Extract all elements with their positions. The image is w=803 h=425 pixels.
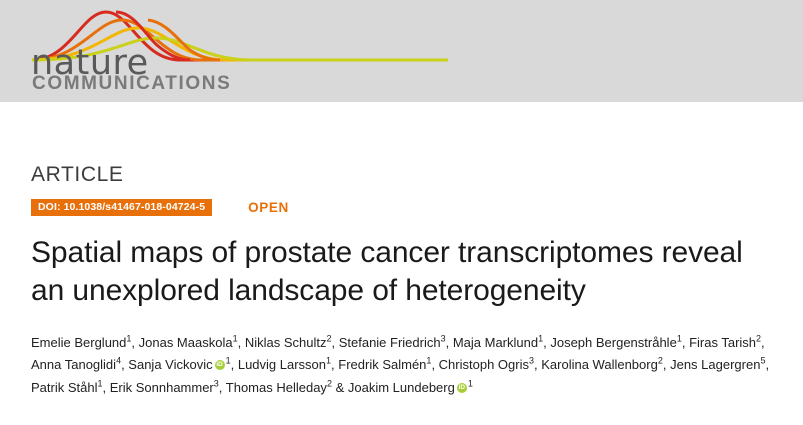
author-name[interactable]: , Niklas Schultz [237,334,327,350]
affiliation-marker: 2 [657,355,663,366]
author-name[interactable]: Emelie Berglund [31,334,127,350]
author-name[interactable]: Karolina Wallenborg [541,357,658,373]
author-list [31,332,776,399]
author-name[interactable]: , Ludvig Larsson [230,357,327,373]
affiliation-marker: 2 [326,378,332,389]
article-type-label: ARTICLE [31,163,124,186]
author-name[interactable]: Firas Tarish [689,334,757,350]
affiliation-marker: 1 [467,378,473,389]
affiliation-marker: 5 [760,355,766,366]
affiliation-marker: 1 [232,333,238,344]
doi-badge[interactable]: DOI: 10.1038/s41467-018-04724-5 [31,199,212,217]
author-name[interactable]: , Anna Tanoglidi [31,334,765,373]
author-name[interactable]: , Patrik Ståhl [31,357,770,395]
author-name[interactable]: , Maja Marklund [445,334,539,350]
affiliation-marker: 1 [225,355,231,366]
affiliation-marker: 2 [756,333,762,344]
affiliation-marker: 4 [116,355,122,366]
affiliation-marker: 1 [676,333,682,344]
author-name[interactable]: , Erik Sonnhammer [102,379,214,395]
affiliation-marker: 2 [326,333,332,344]
author-name[interactable]: , Christoph Ogris [431,357,529,373]
open-access-label: OPEN [248,200,289,215]
page-title: Spatial maps of prostate cancer transcriptomes reveal an unexplored landscape of heterogeneity [31,236,743,308]
article-meta-row [31,198,776,217]
author-name[interactable]: , Stefanie Friedrich [331,334,441,350]
orcid-icon[interactable] [457,383,467,393]
author-name[interactable]: , Thomas Helleday [218,379,327,395]
article-header [31,102,776,399]
author-separator: , [534,357,538,373]
brand-nature: nature [31,43,149,83]
affiliation-marker: 1 [538,333,544,344]
author-name[interactable]: , Jonas Maaskola [131,334,233,350]
journal-masthead [0,0,803,102]
author-conjunction: & [331,379,345,395]
author-name[interactable]: , Fredrik Salmén [331,357,427,373]
affiliation-marker: 1 [426,355,432,366]
affiliation-marker: 3 [528,355,534,366]
author-name[interactable]: , Joseph Bergenstråhle [543,334,677,350]
author-name[interactable]: , Jens Lagergren [662,357,761,373]
author-separator: , [681,334,686,350]
journal-logo[interactable] [30,0,450,102]
affiliation-marker: 1 [326,355,332,366]
affiliation-marker: 3 [213,378,219,389]
orcid-icon[interactable] [215,360,225,370]
brand-communications: COMMUNICATIONS [32,73,232,94]
affiliation-marker: 1 [126,333,132,344]
affiliation-marker: 1 [97,378,103,389]
affiliation-marker: 3 [440,333,446,344]
author-name[interactable]: , Sanja Vickovic [121,357,213,373]
author-name[interactable]: Joakim Lundeberg [347,379,455,395]
